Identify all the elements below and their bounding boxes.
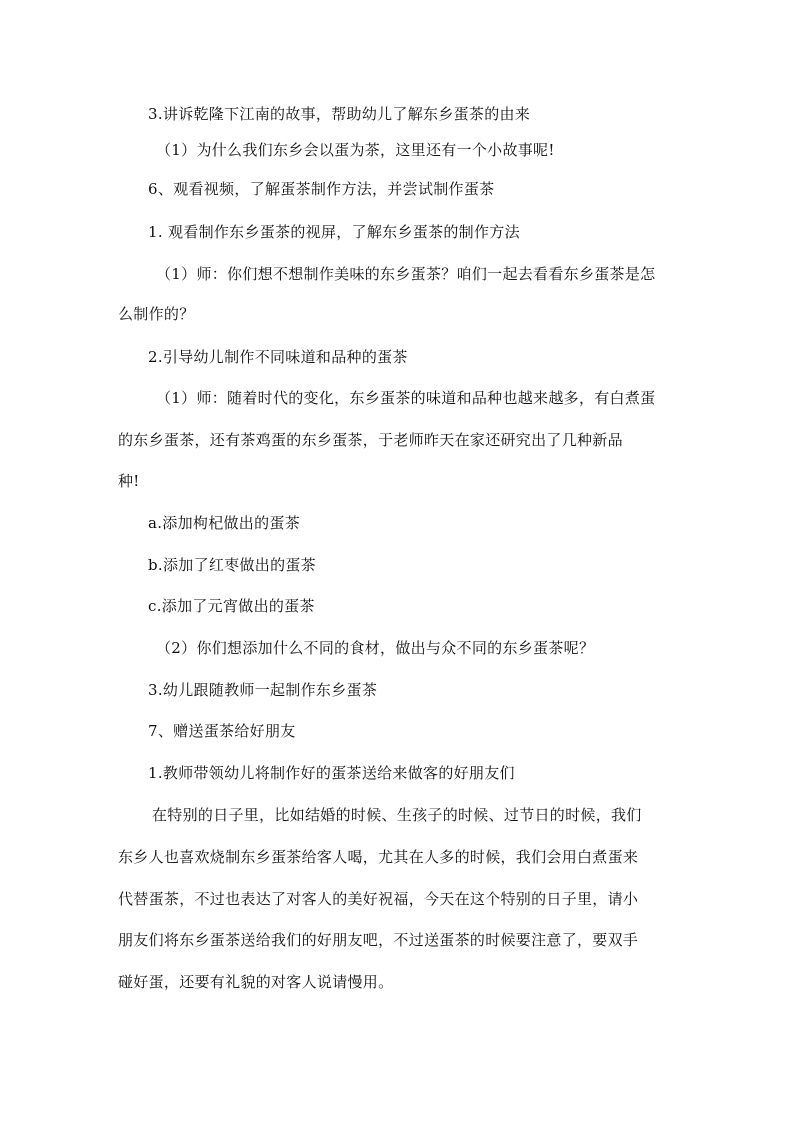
teacher-question-line-2: 么制作的？	[118, 305, 195, 323]
section-6-heading: 6、观看视频，了解蛋茶制作方法，并尝试制作蛋茶	[148, 180, 495, 198]
closing-paragraph-line-5: 碰好蛋，还要有礼貌的对客人说请慢用。	[118, 973, 394, 991]
list-item-c: c.添加了元宵做出的蛋茶	[148, 597, 315, 615]
make-together-step: 3.幼儿跟随教师一起制作东乡蛋茶	[148, 681, 378, 699]
teacher-question-line-1: （1）师：你们想不想制作美味的东乡蛋茶？咱们一起去看看东乡蛋茶是怎	[156, 265, 656, 283]
list-item-a: a.添加枸杞做出的蛋茶	[148, 514, 301, 532]
variety-paragraph-line-2: 的东乡蛋茶，还有茶鸡蛋的东乡蛋茶，于老师昨天在家还研究出了几种新品	[118, 431, 623, 449]
section-3-story-heading: 3.讲诉乾隆下江南的故事，帮助幼儿了解东乡蛋茶的由来	[148, 105, 531, 123]
guide-step-heading: 2.引导幼儿制作不同味道和品种的蛋茶	[148, 348, 408, 366]
variety-paragraph-line-1: （1）师：随着时代的变化，东乡蛋茶的味道和品种也越来越多，有白煮蛋	[156, 389, 656, 407]
variety-paragraph-line-3: 种!	[118, 472, 140, 490]
section-7-heading: 7、赠送蛋茶给好朋友	[148, 722, 296, 740]
video-step-heading: 1. 观看制作东乡蛋茶的视屏，了解东乡蛋茶的制作方法	[148, 223, 520, 241]
story-question-line: （1）为什么我们东乡会以蛋为茶，这里还有一个小故事呢!	[156, 141, 555, 159]
gift-step-heading: 1.教师带领幼儿将制作好的蛋茶送给来做客的好朋友们	[148, 764, 515, 782]
closing-paragraph-line-1: 在特别的日子里，比如结婚的时候、生孩子的时候、过节日的时候，我们	[152, 806, 642, 824]
ingredient-question-line: （2）你们想添加什么不同的食材，做出与众不同的东乡蛋茶呢？	[156, 639, 595, 657]
closing-paragraph-line-3: 代替蛋茶，不过也表达了对客人的美好祝福，今天在这个特别的日子里，请小	[118, 890, 639, 908]
list-item-b: b.添加了红枣做出的蛋茶	[148, 556, 316, 574]
closing-paragraph-line-2: 东乡人也喜欢烧制东乡蛋茶给客人喝，尤其在人多的时候，我们会用白煮蛋来	[118, 848, 639, 866]
closing-paragraph-line-4: 朋友们将东乡蛋茶送给我们的好朋友吧，不过送蛋茶的时候要注意了，要双手	[118, 931, 639, 949]
